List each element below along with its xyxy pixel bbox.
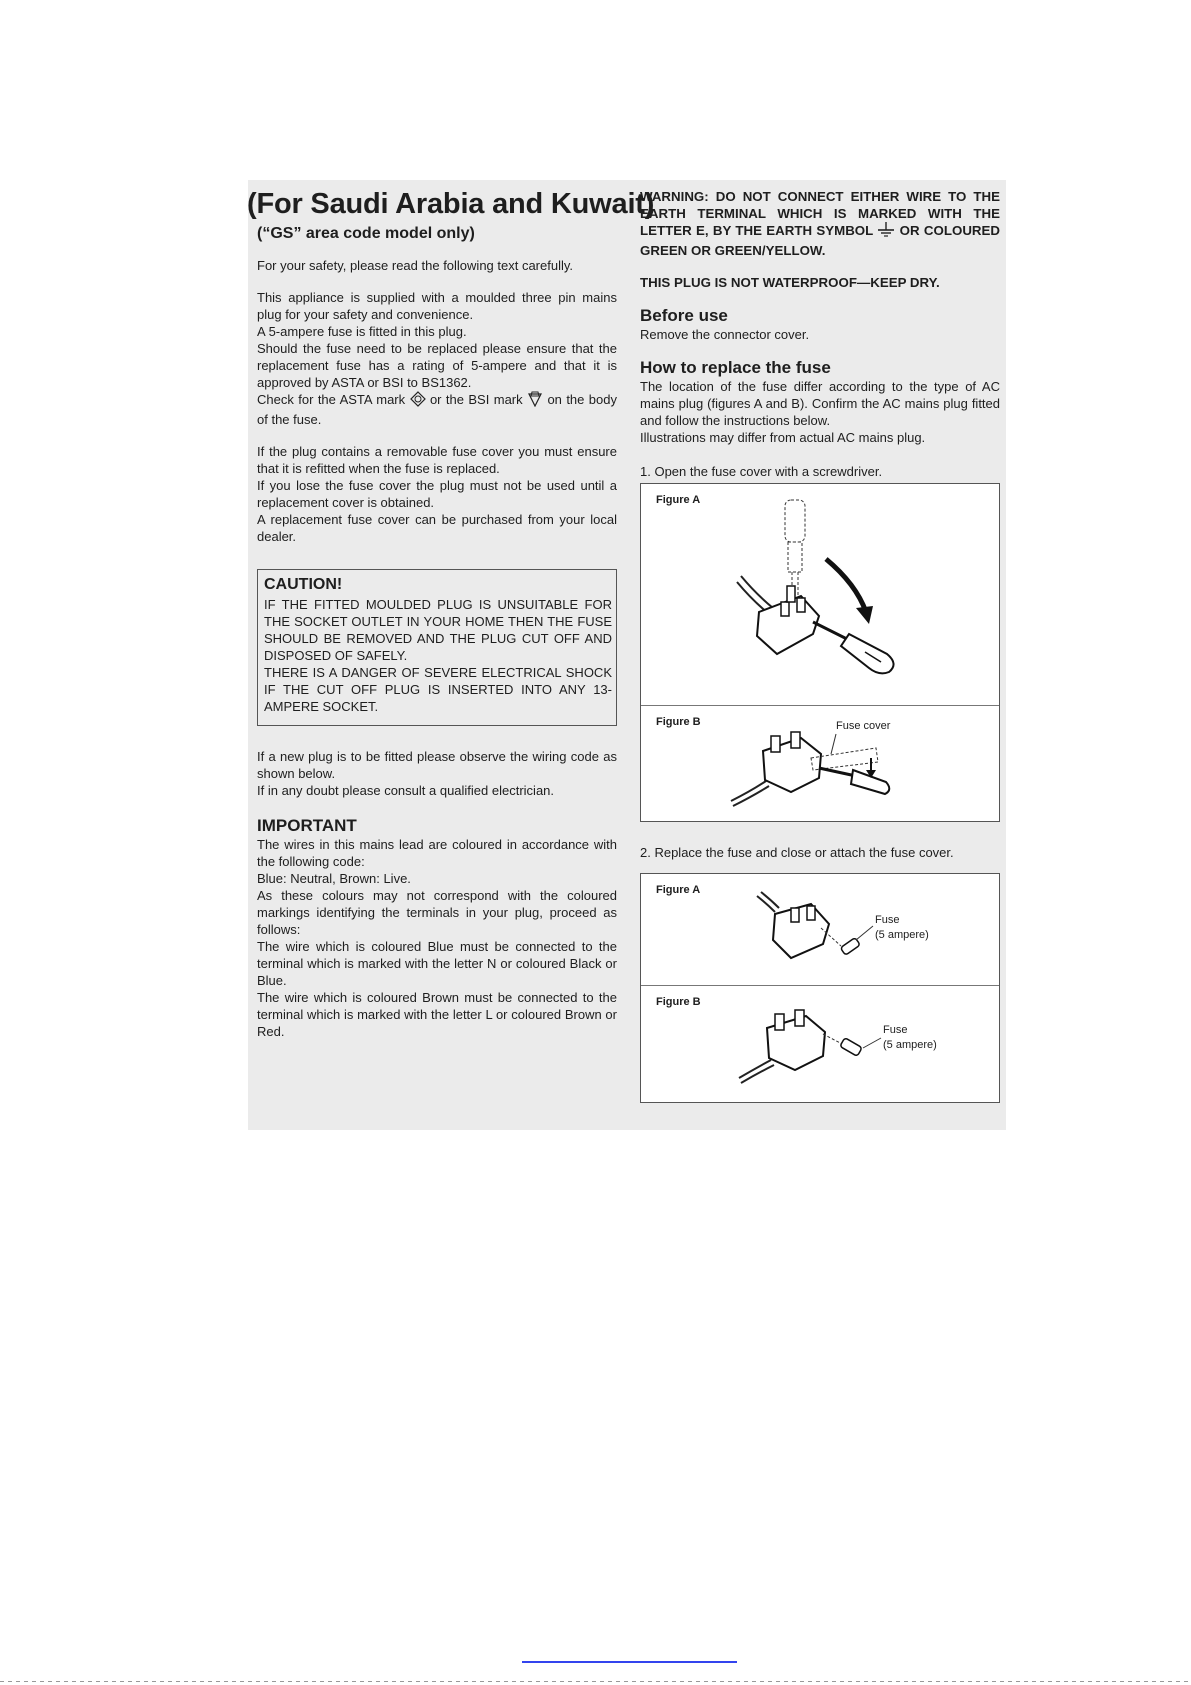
left-column xyxy=(247,188,655,1040)
paragraph: The wires in this mains lead are coloured in accordance with the following code: xyxy=(257,837,617,869)
warning-part: WARNING: DO NOT CONNECT EITHER WIRE TO THE EARTH TERMINAL WHICH IS MARKED WITH THE LETTER E, BY THE EARTH SYMBOL xyxy=(640,189,1000,238)
footer-link-underline[interactable] xyxy=(522,1661,737,1663)
paragraph-part: Check for the ASTA mark xyxy=(257,392,406,407)
page-subtitle: (“GS” area code model only) xyxy=(257,225,475,242)
bsi-kitemark-icon xyxy=(527,391,543,411)
page-border-dashes xyxy=(0,1681,1191,1682)
figure-label: Figure A xyxy=(656,494,701,506)
step-2-figure-b xyxy=(641,986,999,1102)
figure-label: Figure B xyxy=(656,716,701,728)
paragraph: If in any doubt please consult a qualified electrician. xyxy=(257,783,555,798)
step-2-text: 2. Replace the fuse and close or attach the fuse cover. xyxy=(640,845,954,860)
fuse-callout: Fuse xyxy=(883,1024,908,1036)
plug-screwdriver-illustration xyxy=(641,484,999,705)
caution-text: THERE IS A DANGER OF SEVERE ELECTRICAL SHOCK IF THE CUT OFF PLUG IS INSERTED INTO ANY 13-AMPERE SOCKET. xyxy=(264,665,612,714)
step-1-figure-a xyxy=(641,484,999,706)
step-2-figure-box xyxy=(640,873,1000,1103)
paragraph: A replacement fuse cover can be purchased from your local dealer. xyxy=(257,512,617,544)
replace-fuse-title: How to replace the fuse xyxy=(640,358,831,377)
warning-text xyxy=(640,188,1000,259)
fuse-rating-callout: (5 ampere) xyxy=(875,929,929,941)
step-1-text: 1. Open the fuse cover with a screwdriver. xyxy=(640,464,883,479)
caution-title: CAUTION! xyxy=(264,576,343,593)
right-column xyxy=(640,188,1000,1103)
paragraph: Blue: Neutral, Brown: Live. xyxy=(257,871,411,886)
paragraph: If the plug contains a removable fuse cover you must ensure that it is refitted when the fuse is replaced. xyxy=(257,444,617,476)
figure-label: Figure B xyxy=(656,996,701,1008)
step-2-figure-a xyxy=(641,874,999,986)
important-title: IMPORTANT xyxy=(257,816,357,835)
paragraph: If a new plug is to be fitted please observe the wiring code as shown below. xyxy=(257,749,617,781)
before-use-text: Remove the connector cover. xyxy=(640,327,810,342)
before-use-title: Before use xyxy=(640,306,728,325)
fuse-callout: Fuse xyxy=(875,914,900,926)
paragraph-part: or the BSI mark xyxy=(429,392,523,407)
paragraph: A 5-ampere fuse is fitted in this plug. xyxy=(257,324,467,339)
paragraph-part: on the body of the fuse. xyxy=(257,392,617,427)
paragraph: The location of the fuse differ according to the type of AC mains plug (figures A and B). Confirm the AC mains plug fitted and follow the instructions below. xyxy=(640,379,1000,428)
caution-text: IF THE FITTED MOULDED PLUG IS UNSUITABLE FOR THE SOCKET OUTLET IN YOUR HOME THEN THE FUSE SHOULD BE REMOVED AND THE PLUG CUT OFF AND DISPOSED OF SAFELY. xyxy=(264,597,612,663)
fuse-mark-paragraph xyxy=(257,391,617,428)
plug-fuse-illustration xyxy=(641,874,999,985)
paragraph: Should the fuse need to be replaced please ensure that the replacement fuse has a rating of 5-ampere and that it is approved by ASTA or BSI to BS1362. xyxy=(257,341,617,390)
plug-fuse-illustration xyxy=(641,986,999,1102)
fuse-cover-callout: Fuse cover xyxy=(836,720,891,732)
plug-fuse-cover-illustration xyxy=(641,706,999,821)
intro-text: For your safety, please read the following text carefully. xyxy=(257,258,574,273)
paragraph: This appliance is supplied with a moulded three pin mains plug for your safety and convenience. xyxy=(257,290,617,322)
step-1-figure-box xyxy=(640,483,1000,822)
waterproof-text: THIS PLUG IS NOT WATERPROOF—KEEP DRY. xyxy=(640,275,940,290)
paragraph: If you lose the fuse cover the plug must not be used until a replacement cover is obtained. xyxy=(257,478,617,510)
warning-part: OR COLOURED GREEN OR GREEN/YELLOW. xyxy=(640,223,1001,258)
figure-label: Figure A xyxy=(656,884,701,896)
earth-symbol-icon xyxy=(877,222,895,242)
asta-mark-icon xyxy=(410,391,426,411)
step-1-figure-b xyxy=(641,706,999,821)
paragraph: As these colours may not correspond with the coloured markings identifying the terminals in your plug, proceed as follows: xyxy=(257,888,617,937)
caution-box xyxy=(257,569,617,726)
paragraph: The wire which is coloured Blue must be connected to the terminal which is marked with the letter N or coloured Black or Blue. xyxy=(257,939,617,988)
paragraph: Illustrations may differ from actual AC mains plug. xyxy=(640,430,926,445)
paragraph: The wire which is coloured Brown must be connected to the terminal which is marked with the letter L or coloured Brown or Red. xyxy=(257,990,617,1039)
fuse-rating-callout: (5 ampere) xyxy=(883,1039,937,1051)
page-title: (For Saudi Arabia and Kuwait) xyxy=(247,188,655,220)
